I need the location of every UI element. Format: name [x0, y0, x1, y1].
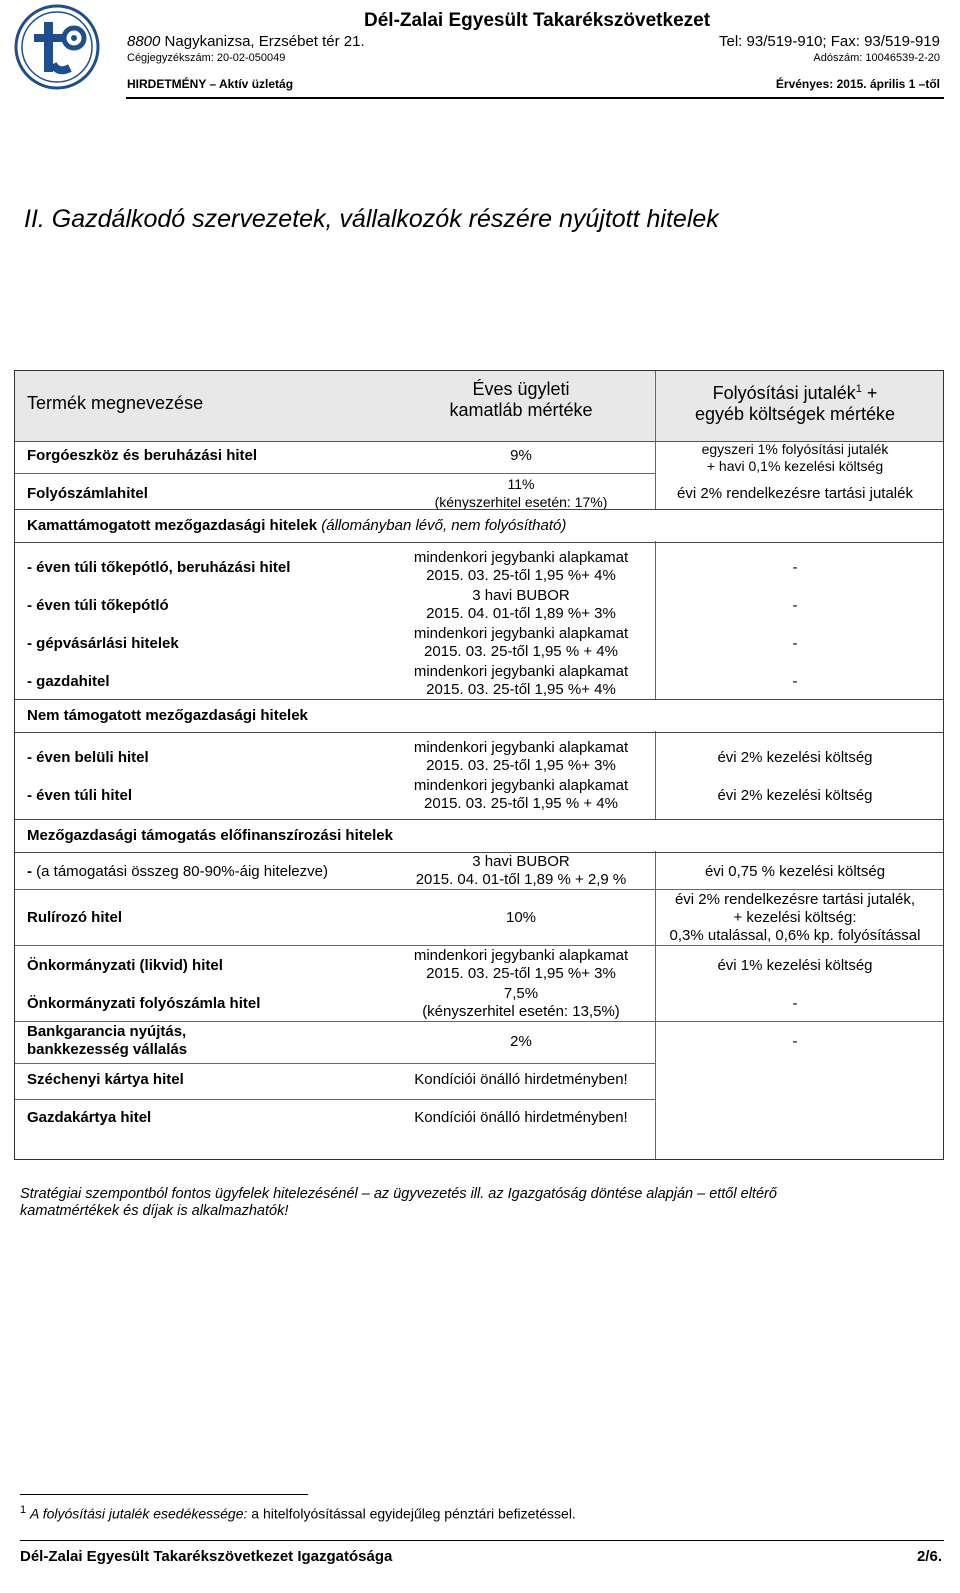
row-rate: 9% [510, 447, 532, 464]
row-rate-l2: 2015. 03. 25-től 1,95 % + 4% [424, 643, 618, 660]
row-rate: Kondíciói önálló hirdetményben! [414, 1071, 628, 1088]
row-rate-l2: 2015. 03. 25-től 1,95 %+ 3% [426, 965, 616, 982]
col-header-rate [401, 379, 641, 421]
row-name [27, 1023, 187, 1059]
row-fee: - [792, 597, 798, 614]
group-title: Mezőgazdasági támogatás előfinanszírozási hitelek [27, 827, 393, 844]
row-divider [15, 889, 943, 890]
row-fee-l1: évi 2% rendelkezésre tartási jutalék, [674, 891, 916, 908]
row-name-text: (a támogatási összeg 80-90%-áig hitelezve) [32, 863, 328, 880]
row-name-prefix: - [27, 863, 32, 880]
row-fee-l2: + kezelési költség: [733, 909, 857, 926]
row-name: Önkormányzati (likvid) hitel [27, 957, 223, 974]
row-rate: 2% [510, 1033, 532, 1050]
row-rate-l1: 7,5% [503, 985, 539, 1002]
row-rate: 10% [505, 909, 537, 926]
group-title [27, 517, 566, 534]
footnote-ref: 1 [855, 383, 862, 395]
row-name: - éven túli tőkepótló, beruházási hitel [27, 559, 291, 576]
fee-header-text: Folyósítási jutalék [712, 383, 856, 403]
tax-number: Adószám: 10046539-2-20 [813, 52, 940, 64]
table-header [15, 371, 943, 442]
row-rate-l1: mindenkori jegybanki alapkamat [413, 549, 629, 566]
group-title: Nem támogatott mezőgazdasági hitelek [27, 707, 308, 724]
col-header-fee-l1 [650, 379, 940, 404]
row-rate [401, 663, 641, 699]
col-header-rate-l1: Éves ügyleti [472, 379, 570, 399]
page-number: 2/6. [916, 1548, 942, 1565]
notice-label: HIRDETMÉNY – Aktív üzletág [127, 77, 294, 91]
row-fee: - [792, 673, 798, 690]
group-heading [15, 509, 943, 543]
row-fee: évi 2% kezelési költség [717, 787, 873, 804]
row-name: - gazdahitel [27, 673, 110, 690]
address: Nagykanizsa, Erzsébet tér 21. [164, 33, 365, 50]
row-name: Rulírozó hitel [27, 909, 122, 926]
row-rate [401, 777, 641, 813]
org-name: Dél-Zalai Egyesült Takarékszövetkezet [364, 10, 711, 31]
header-divider [126, 97, 944, 99]
row-rate-l2: 2015. 04. 01-től 1,89 %+ 3% [426, 605, 616, 622]
row-rate-l2: 2015. 03. 25-től 1,95 %+ 3% [426, 757, 616, 774]
row-name: Folyószámlahitel [27, 485, 148, 502]
col-header-rate-l2: kamatláb mértéke [449, 400, 593, 420]
row-fee [650, 441, 940, 475]
row-rate-l1: 3 havi BUBOR [472, 587, 570, 604]
row-fee: - [792, 1033, 798, 1050]
row-name: Gazdakártya hitel [27, 1109, 152, 1126]
row-rate: Kondíciói önálló hirdetményben! [414, 1109, 628, 1126]
valid-date: Érvényes: 2015. április 1 –től [775, 77, 940, 91]
row-name [27, 863, 328, 881]
address-line [127, 33, 365, 50]
group-title-italic: (állományban lévő, nem folyósítható) [317, 517, 567, 534]
row-rate-l2: (kényszerhitel esetén: 13,5%) [422, 1003, 620, 1020]
row-rate-l1: mindenkori jegybanki alapkamat [413, 947, 629, 964]
row-fee-l3: 0,3% utalással, 0,6% kp. folyósítással [669, 927, 921, 944]
row-rate [401, 739, 641, 775]
row-rate-l1: mindenkori jegybanki alapkamat [413, 625, 629, 642]
footnote-text: a hitelfolyósítással egyidejűleg pénztári befizetéssel. [247, 1505, 576, 1522]
row-name: Széchenyi kártya hitel [27, 1071, 184, 1088]
zip-code: 8800 [127, 33, 161, 50]
row-rate-l2: (kényszerhitel esetén: 17%) [434, 494, 608, 510]
row-name-l2: bankkezesség vállalás [27, 1041, 188, 1058]
row-name: - éven túli tőkepótló [27, 597, 169, 614]
row-fee: évi 0,75 % kezelési költség [704, 863, 886, 880]
section-title: II. Gazdálkodó szervezetek, vállalkozók részére nyújtott hitelek [24, 205, 719, 233]
row-rate [401, 549, 641, 585]
row-divider [15, 945, 943, 946]
row-divider [15, 473, 655, 474]
footnote-italic: A folyósítási jutalék esedékessége: [30, 1505, 248, 1522]
company-logo [14, 4, 100, 90]
row-fee: évi 1% kezelési költség [717, 957, 873, 974]
row-name: - éven túli hitel [27, 787, 133, 804]
row-fee: - [792, 995, 798, 1012]
note-line-2: kamatmértékek és díjak is alkalmazhatók! [20, 1203, 289, 1219]
row-name: - gépvásárlási hitelek [27, 635, 179, 652]
col-divider [655, 731, 656, 819]
group-heading [15, 819, 943, 853]
row-name: Forgóeszköz és beruházási hitel [27, 447, 258, 464]
row-rate-l1: 11% [507, 476, 535, 492]
row-rate-l1: mindenkori jegybanki alapkamat [413, 777, 629, 794]
row-rate-l1: mindenkori jegybanki alapkamat [413, 739, 629, 756]
row-fee-l1: egyszeri 1% folyósítási jutalék [701, 441, 889, 457]
row-name: - éven belüli hitel [27, 749, 149, 766]
row-fee: - [792, 635, 798, 652]
footer-divider [20, 1540, 944, 1541]
footnote [20, 1504, 576, 1522]
reg-number: Cégjegyzékszám: 20-02-050049 [127, 52, 286, 64]
col-header-fee-l2: egyéb költségek mértéke [694, 404, 896, 424]
row-rate-l2: 2015. 03. 25-től 1,95 %+ 4% [426, 681, 616, 698]
group-title-bold: Kamattámogatott mezőgazdasági hitelek [27, 517, 318, 534]
row-rate-l1: mindenkori jegybanki alapkamat [413, 663, 629, 680]
note-line-1: Stratégiai szempontból fontos ügyfelek hitelezésénél – az ügyvezetés ill. az Igazgatóság döntése alapján – ettől eltérő [20, 1186, 777, 1202]
row-divider [15, 1021, 943, 1022]
row-rate [401, 625, 641, 661]
row-name: Önkormányzati folyószámla hitel [27, 995, 261, 1012]
col-header-fee [650, 379, 940, 425]
phone-fax: Tel: 93/519-910; Fax: 93/519-919 [719, 33, 940, 50]
row-fee-l2: + havi 0,1% kezelési költség [706, 458, 884, 474]
credit-table [14, 370, 944, 1160]
row-rate-l2: 2015. 04. 01-től 1,89 % + 2,9 % [415, 871, 627, 888]
footnote-divider [20, 1494, 308, 1495]
row-rate [401, 985, 641, 1021]
footnote-number: 1 [20, 1504, 27, 1516]
row-fee [650, 891, 940, 945]
row-name-l1: Bankgarancia nyújtás, [27, 1023, 187, 1040]
footer-left: Dél-Zalai Egyesült Takarékszövetkezet Igazgatósága [20, 1548, 393, 1565]
col-header-product: Termék megnevezése [27, 393, 204, 413]
row-fee: évi 2% rendelkezésre tartási jutalék [677, 485, 913, 502]
group-heading [15, 699, 943, 733]
row-rate-l1: 3 havi BUBOR [472, 853, 570, 870]
row-rate-l2: 2015. 03. 25-től 1,95 %+ 4% [426, 567, 616, 584]
row-fee: évi 2% kezelési költség [717, 749, 873, 766]
row-divider [15, 1099, 655, 1100]
fee-header-plus: + [861, 383, 878, 403]
row-fee: - [792, 559, 798, 576]
row-rate [401, 947, 641, 983]
row-rate [401, 853, 641, 889]
row-divider [15, 1063, 655, 1064]
row-rate [401, 587, 641, 623]
row-rate-l2: 2015. 03. 25-től 1,95 % + 4% [424, 795, 618, 812]
row-rate [401, 475, 641, 511]
